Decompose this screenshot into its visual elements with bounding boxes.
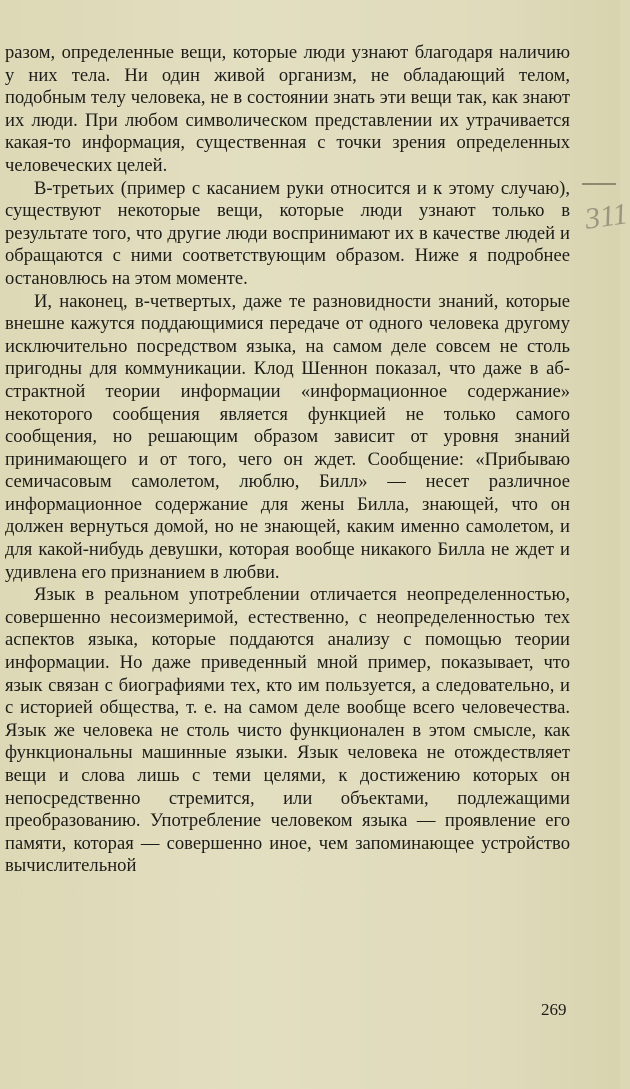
paragraph-4: Язык в реальном употреблении отличается неопределенностью, совершенно несоизмеримой, естественно, с неопределенностью тех аспектов языка, которые поддаются анализу с помощью теории информации. Но даже приведенный мной пример, показывает, что язык связан с биографиями тех, кто им пользуется, а следовательно, и с историей общества, т. е. на самом деле вообще всего человечества. Язык же человека не столь чисто функционален в этом смысле, как функциональны машинные языки. Язык человека не отождествляет вещи и слова лишь с теми целями, к достижению которых он непосредственно стремится, или объектами, подлежащими преобразованию. Употребление человеком языка — проявление его памяти, которая — совершенно иное, чем запоминающее устройство вычислительной bbox=[5, 584, 570, 877]
margin-handwritten-note: 311 bbox=[582, 197, 630, 236]
paragraph-2: В-третьих (пример с касанием руки относится и к этому случаю), существуют некоторые вещи, которые люди узнают только в результате того, что другие люди воспринимают их в качестве людей и обращаются с ними соответствующим образом. Ниже я подробнее остановлюсь на этом моменте. bbox=[5, 177, 570, 289]
margin-pencil-mark bbox=[582, 183, 616, 185]
paragraph-3: И, наконец, в-четвертых, даже те разновидности знаний, которые внешне кажутся поддающимися передаче от одного человека другому исключительно посредством языка, на самом деле совсем не столь пригодны для коммуникации. Клод Шеннон показал, что даже в абстрактной теории информации «информационное содержание» некоторого сообщения является функцией не только самого сообщения, но решающим образом зависит от уровня знаний принимающего и от того, чего он ждет. Сообщение: «Прибываю семичасовым самолетом, люблю, Билл» — несет различное информационное содержание для жены Билла, знающей, что он должен вернуться домой, но не знающей, каким именно самолетом, и для какой-нибудь девушки, которая вообще никакого Билла не ждет и удивлена его признанием в любви. bbox=[5, 290, 570, 583]
paragraph-1: разом, определенные вещи, которые люди узнают благодаря наличию у них тела. Ни один живой организм, не обладающий телом, подобным телу человека, не в состоянии знать эти вещи так, как знают их люди. При любом символическом представлении их утрачивается какая-то информация, существенная с точки зрения определенных человеческих целей. bbox=[5, 42, 570, 176]
body-text bbox=[5, 42, 570, 878]
page-number: 269 bbox=[541, 1000, 567, 1019]
